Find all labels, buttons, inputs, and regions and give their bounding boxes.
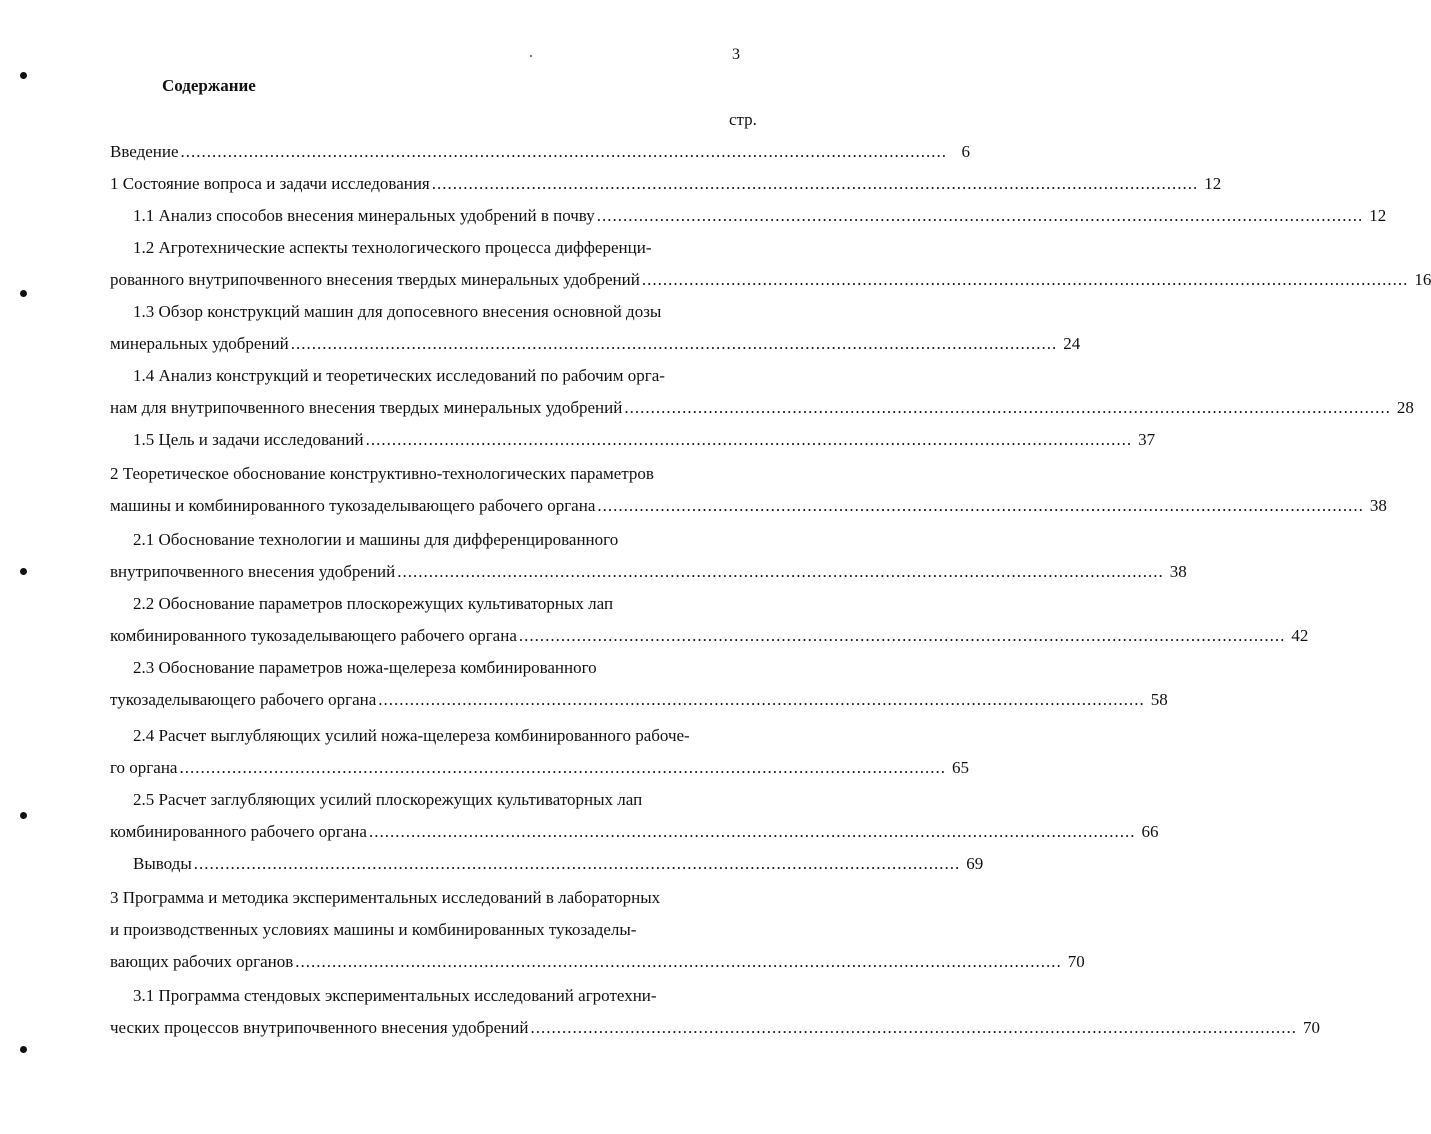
toc-entry-text: машины и комбинированного тукозаделывающего рабочего органа: [110, 496, 596, 515]
toc-entry-text: 2 Теоретическое обоснование конструктивно-технологических параметров: [110, 464, 654, 483]
toc-entry-continuation[interactable]: [110, 270, 1431, 294]
toc-entry-page: 69: [966, 854, 984, 873]
leader-dots: ..................................................................................................................................................: [530, 1018, 1297, 1037]
binding-hole-mark: [20, 1046, 27, 1053]
toc-entry-continuation[interactable]: [110, 690, 1168, 714]
leader-dots: ..................................................................................................................................................: [378, 690, 1145, 709]
binding-hole-mark: [20, 812, 27, 819]
leader-dots: ..................................................................................................................................................: [295, 952, 1062, 971]
toc-entry[interactable]: [133, 530, 762, 554]
toc-entry-continuation[interactable]: [110, 952, 1085, 976]
toc-entry-text: 2.4 Расчет выглубляющих усилий ножа-щелереза комбинированного рабоче-: [133, 726, 690, 745]
toc-entry-continuation[interactable]: [110, 920, 762, 944]
toc-entry[interactable]: [133, 206, 1387, 230]
toc-entry-page: 24: [1063, 334, 1081, 353]
toc-entry-text: Введение: [110, 142, 179, 161]
toc-entry[interactable]: [133, 986, 762, 1010]
toc-entry-continuation[interactable]: [110, 758, 969, 782]
toc-entry-page: 65: [951, 758, 969, 777]
toc-entry-text: рованного внутрипочвенного внесения твердых минеральных удобрений: [110, 270, 640, 289]
toc-entry-text: го органа: [110, 758, 178, 777]
toc-entry-text: вающих рабочих органов: [110, 952, 294, 971]
toc-entry-text: 1.4 Анализ конструкций и теоретических исследований по рабочим орга-: [133, 366, 665, 385]
toc-entry-page: 37: [1138, 430, 1156, 449]
toc-entry[interactable]: [133, 594, 762, 618]
toc-entry-page: 38: [1169, 562, 1187, 581]
toc-entry-text: тукозаделывающего рабочего органа: [110, 690, 377, 709]
toc-entry[interactable]: [133, 790, 762, 814]
toc-entry-continuation[interactable]: [110, 496, 1387, 520]
leader-dots: ..................................................................................................................................................: [368, 822, 1136, 841]
toc-entry-page: 28: [1396, 398, 1414, 417]
toc-entry-text: Выводы: [133, 854, 192, 873]
page-number: 3: [732, 46, 740, 63]
toc-entry-continuation[interactable]: [110, 626, 1309, 650]
toc-entry-continuation[interactable]: [110, 398, 1414, 422]
toc-entry-page: 38: [1369, 496, 1387, 515]
toc-entry-text: ческих процессов внутрипочвенного внесения удобрений: [110, 1018, 529, 1037]
leader-dots: ..................................................................................................................................................: [518, 626, 1286, 645]
toc-entry-text: 1.3 Обзор конструкций машин для допосевного внесения основной дозы: [133, 302, 662, 321]
toc-entry-page: 42: [1291, 626, 1309, 645]
toc-entry[interactable]: [110, 888, 762, 912]
leader-dots: ..................................................................................................................................................: [193, 854, 961, 873]
toc-entry[interactable]: [133, 658, 762, 682]
leader-dots: ..................................................................................................................................................: [180, 142, 948, 161]
leader-dots: ..................................................................................................................................................: [597, 496, 1364, 515]
toc-entry-page: 12: [1369, 206, 1387, 225]
toc-entry-text: 2.5 Расчет заглубляющих усилий плоскорежущих культиваторных лап: [133, 790, 643, 809]
binding-hole-mark: [20, 72, 27, 79]
toc-entry-page: 70: [1302, 1018, 1320, 1037]
leader-dots: ..................................................................................................................................................: [397, 562, 1164, 581]
toc-entry[interactable]: [133, 430, 1156, 454]
toc-entry-text: и производственных условиях машины и комбинированных тукозаделы-: [110, 920, 637, 939]
toc-entry-text: минеральных удобрений: [110, 334, 289, 353]
toc-entry-page: 12: [1204, 174, 1222, 193]
toc-entry-text: 2.2 Обоснование параметров плоскорежущих культиваторных лап: [133, 594, 614, 613]
toc-entry[interactable]: [133, 238, 762, 262]
toc-entry-text: 2.1 Обоснование технологии и машины для дифференцированного: [133, 530, 619, 549]
toc-entry-continuation[interactable]: [110, 334, 1081, 358]
leader-dots: ..................................................................................................................................................: [365, 430, 1133, 449]
toc-entry-continuation[interactable]: [110, 822, 1159, 846]
toc-entry[interactable]: [110, 174, 1222, 198]
toc-entry[interactable]: [133, 854, 984, 878]
toc-entry-text: комбинированного тукозаделывающего рабочего органа: [110, 626, 517, 645]
toc-entry[interactable]: [110, 142, 971, 166]
toc-entry[interactable]: [133, 366, 762, 390]
binding-hole-mark: [20, 290, 27, 297]
toc-entry-page: 6: [961, 142, 971, 161]
page-column-header: стр.: [729, 110, 757, 129]
leader-dots: ..................................................................................................................................................: [290, 334, 1058, 353]
toc-entry-text: нам для внутрипочвенного внесения твердых минеральных удобрений: [110, 398, 623, 417]
toc-entry[interactable]: [133, 302, 762, 326]
toc-entry-page: 66: [1141, 822, 1159, 841]
toc-entry-continuation[interactable]: [110, 562, 1187, 586]
toc-entry-text: 2.3 Обоснование параметров ножа-щелереза комбинированного: [133, 658, 597, 677]
toc-entry[interactable]: [133, 726, 762, 750]
toc-entry-text: 1.1 Анализ способов внесения минеральных удобрений в почву: [133, 206, 595, 225]
toc-entry-page: 58: [1150, 690, 1168, 709]
leader-dots: ..................................................................................................................................................: [431, 174, 1199, 193]
leader-dots: ..................................................................................................................................................: [596, 206, 1364, 225]
toc-title: Содержание: [162, 76, 256, 95]
toc-entry-text: 3.1 Программа стендовых экспериментальных исследований агротехни-: [133, 986, 657, 1005]
leader-dots: ..................................................................................................................................................: [179, 758, 946, 777]
toc-entry-text: 3 Программа и методика экспериментальных исследований в лабораторных: [110, 888, 661, 907]
toc-entry[interactable]: [110, 464, 762, 488]
toc-entry-text: 1.5 Цель и задачи исследований: [133, 430, 364, 449]
toc-entry-page: 70: [1067, 952, 1085, 971]
scan-speck: [530, 55, 532, 57]
toc-entry-continuation[interactable]: [110, 1018, 1320, 1042]
toc-entry-text: комбинированного рабочего органа: [110, 822, 367, 841]
toc-entry-page: 16: [1414, 270, 1431, 289]
toc-entry-text: 1.2 Агротехнические аспекты технологического процесса дифференци-: [133, 238, 652, 257]
binding-hole-mark: [20, 568, 27, 575]
toc-entry-text: 1 Состояние вопроса и задачи исследования: [110, 174, 430, 193]
leader-dots: ..................................................................................................................................................: [624, 398, 1391, 417]
toc-entry-text: внутрипочвенного внесения удобрений: [110, 562, 396, 581]
leader-dots: ..................................................................................................................................................: [641, 270, 1409, 289]
